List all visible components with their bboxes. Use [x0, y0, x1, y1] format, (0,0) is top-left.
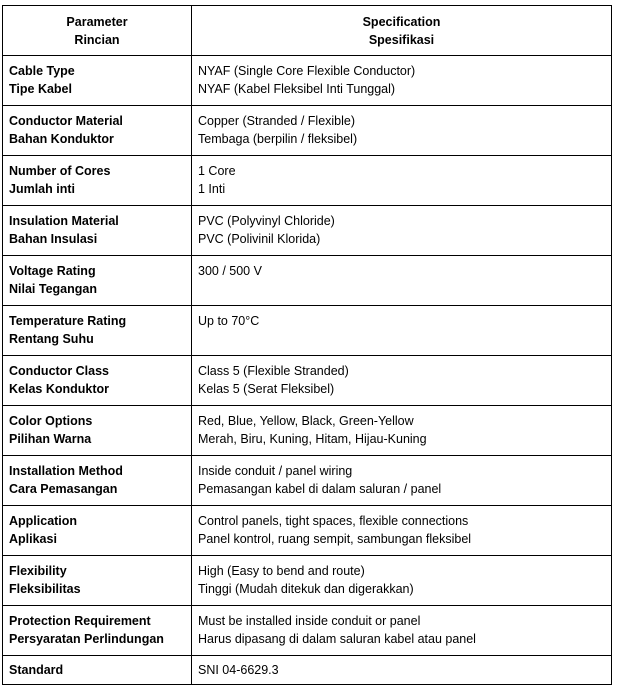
parameter-header-id: Rincian [74, 33, 120, 47]
specification-cell [192, 556, 612, 606]
specification-value-id: Harus dipasang di dalam saluran kabel atau panel [198, 632, 476, 646]
specification-header [192, 6, 612, 56]
table-row [3, 456, 612, 506]
parameter-cell [3, 356, 192, 406]
parameter-label-id: Aplikasi [9, 532, 57, 546]
parameter-cell [3, 656, 192, 685]
parameter-cell [3, 206, 192, 256]
parameter-cell [3, 256, 192, 306]
specification-cell [192, 206, 612, 256]
specification-value-en: Class 5 (Flexible Stranded) [198, 364, 349, 378]
table-row [3, 256, 612, 306]
specification-value-en: 300 / 500 V [198, 264, 262, 278]
parameter-label-en: Color Options [9, 414, 93, 428]
table-header-row [3, 6, 612, 56]
parameter-label-id: Persyaratan Perlindungan [9, 632, 164, 646]
table-body [3, 56, 612, 685]
parameter-cell [3, 456, 192, 506]
table-row [3, 56, 612, 106]
specification-header-id: Spesifikasi [368, 33, 435, 47]
parameter-label-en: Installation Method [9, 464, 123, 478]
parameter-label-en: Voltage Rating [9, 264, 96, 278]
parameter-label-en: Insulation Material [9, 214, 119, 228]
table-row [3, 206, 612, 256]
specification-value-en: Copper (Stranded / Flexible) [198, 114, 356, 128]
parameter-label-en: Conductor Class [9, 364, 110, 378]
parameter-label-en: Flexibility [9, 564, 67, 578]
table-row [3, 656, 612, 685]
specification-cell [192, 106, 612, 156]
parameter-label-id: Rentang Suhu [9, 332, 94, 346]
table-row [3, 106, 612, 156]
parameter-cell [3, 56, 192, 106]
parameter-label-en: Temperature Rating [9, 314, 127, 328]
parameter-label-en: Standard [9, 663, 64, 677]
parameter-header [3, 6, 192, 56]
specification-value-en: Control panels, tight spaces, flexible connections [198, 514, 469, 528]
table-row [3, 306, 612, 356]
specification-value-en: Must be installed inside conduit or panel [198, 614, 421, 628]
specification-value-en: High (Easy to bend and route) [198, 564, 365, 578]
parameter-label-id: Fleksibilitas [9, 582, 81, 596]
parameter-cell [3, 406, 192, 456]
specification-cell [192, 406, 612, 456]
parameter-label-id: Tipe Kabel [9, 82, 72, 96]
parameter-cell [3, 306, 192, 356]
specification-value-id: PVC (Polivinil Klorida) [198, 232, 321, 246]
specification-cell [192, 656, 612, 685]
specification-value-en: Red, Blue, Yellow, Black, Green-Yellow [198, 414, 414, 428]
parameter-label-id: Bahan Insulasi [9, 232, 98, 246]
parameter-label-id: Kelas Konduktor [9, 382, 110, 396]
specification-value-en: Up to 70°C [198, 314, 260, 328]
specification-cell [192, 356, 612, 406]
specification-value-en: SNI 04-6629.3 [198, 663, 279, 677]
parameter-label-id: Nilai Tegangan [9, 282, 97, 296]
specification-cell [192, 456, 612, 506]
table-row [3, 506, 612, 556]
parameter-label-en: Cable Type [9, 64, 75, 78]
specification-value-id: NYAF (Kabel Fleksibel Inti Tunggal) [198, 82, 396, 96]
specification-cell [192, 606, 612, 656]
parameter-label-id: Pilihan Warna [9, 432, 92, 446]
specification-value-id: Tinggi (Mudah ditekuk dan digerakkan) [198, 582, 414, 596]
specification-value-id: Tembaga (berpilin / fleksibel) [198, 132, 358, 146]
parameter-header-en: Parameter [66, 15, 128, 29]
table-row [3, 156, 612, 206]
parameter-cell [3, 606, 192, 656]
specification-value-en: 1 Core [198, 164, 236, 178]
specification-value-id: Pemasangan kabel di dalam saluran / panel [198, 482, 442, 496]
table-row [3, 556, 612, 606]
specification-cell [192, 306, 612, 356]
table-row [3, 406, 612, 456]
specification-value-id: 1 Inti [198, 182, 226, 196]
parameter-label-id: Jumlah inti [9, 182, 75, 196]
parameter-label-en: Conductor Material [9, 114, 123, 128]
specification-table [2, 5, 612, 685]
parameter-cell [3, 156, 192, 206]
parameter-label-en: Number of Cores [9, 164, 111, 178]
specification-value-id: Panel kontrol, ruang sempit, sambungan fleksibel [198, 532, 472, 546]
specification-value-id: Kelas 5 (Serat Fleksibel) [198, 382, 335, 396]
specification-header-en: Specification [362, 15, 441, 29]
table-row [3, 356, 612, 406]
specification-cell [192, 256, 612, 306]
parameter-label-id: Bahan Konduktor [9, 132, 114, 146]
parameter-label-en: Application [9, 514, 78, 528]
parameter-cell [3, 506, 192, 556]
specification-value-en: PVC (Polyvinyl Chloride) [198, 214, 335, 228]
specification-value-id: Merah, Biru, Kuning, Hitam, Hijau-Kuning [198, 432, 427, 446]
parameter-label-id: Cara Pemasangan [9, 482, 118, 496]
table-row [3, 606, 612, 656]
parameter-cell [3, 106, 192, 156]
parameter-label-en: Protection Requirement [9, 614, 151, 628]
specification-value-en: NYAF (Single Core Flexible Conductor) [198, 64, 416, 78]
specification-cell [192, 56, 612, 106]
parameter-cell [3, 556, 192, 606]
specification-cell [192, 156, 612, 206]
specification-value-en: Inside conduit / panel wiring [198, 464, 353, 478]
specification-cell [192, 506, 612, 556]
